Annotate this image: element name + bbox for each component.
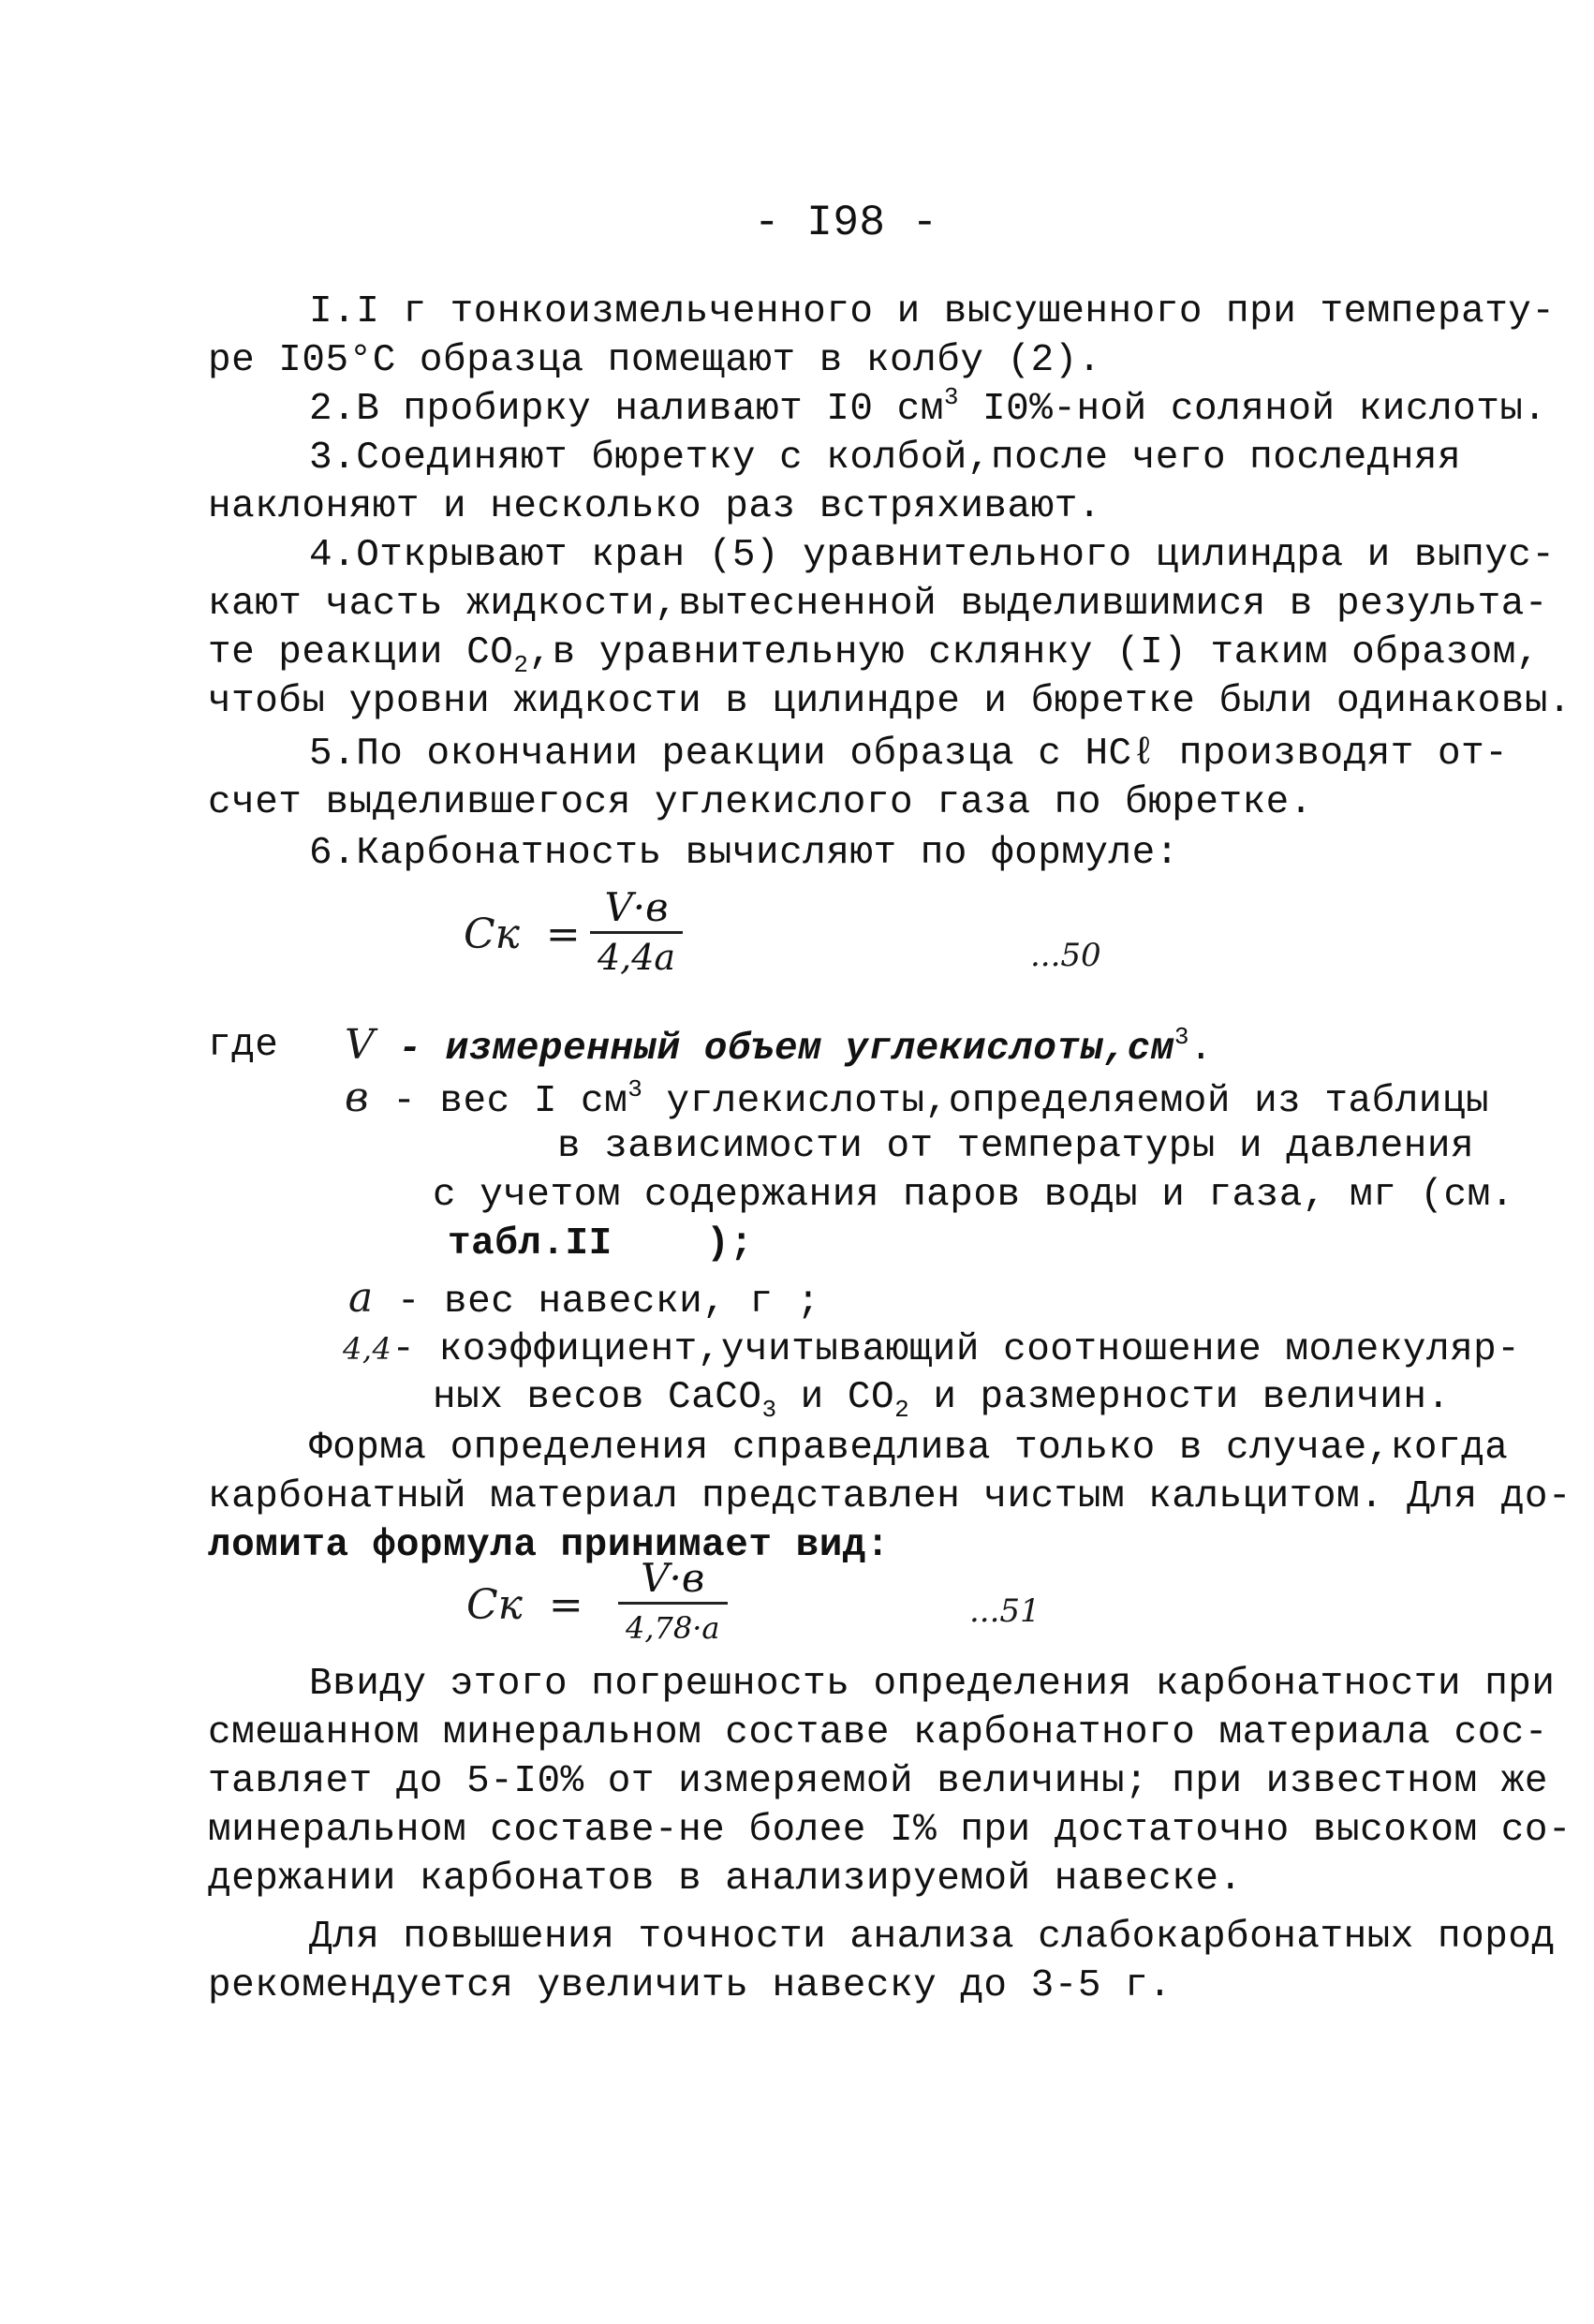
legend-b-symbol: в [345,1073,370,1121]
legend-b-line [345,1073,1489,1126]
formula-50-number: ...50 [1030,937,1101,974]
formula-51-fraction [618,1555,728,1651]
step-5-text-a2: производят от- [1155,733,1509,776]
legend-v-end: . [1188,1028,1214,1071]
step-4-line-2: кают часть жидкости,вытесненной выделившимися в результа- [208,583,1548,626]
para-3-line-1: Для повышения точности анализа слабокарбонатных пород [309,1916,1556,1959]
step-5-text-a1: 5.По окончании реакции образца с [309,733,1085,776]
legend-k-text-2c: и размерности величин. [909,1376,1451,1419]
step-4-line-1: 4.Открывают кран (5) уравнительного цилиндра и выпус- [309,534,1556,577]
hcl-formula: НСℓ [1085,733,1156,776]
step-5-line-1 [309,730,1508,778]
para-1-line-1: Форма определения справедлива только в случае,когда [309,1427,1509,1470]
step-5-line-2: счет выделившегося углекислого газа по бюретке. [208,781,1313,824]
legend-b-text-1: - вес I см [369,1080,628,1123]
para-2-line-3: тавляет до 5-I0% от измеряемой величины; при известном же [208,1760,1548,1803]
legend-where-label: где [208,1024,279,1067]
legend-v-line [345,1021,1213,1073]
legend-v-symbol: V [345,1021,376,1069]
page-number: - I98 - [754,199,938,247]
step-3-line-1: 3.Соединяют бюретку с колбой,после чего последняя [309,437,1462,480]
legend-k-text-2b: и СО [776,1376,895,1419]
step-2-text-b: I0%-ной соляной кислоты. [958,388,1547,431]
legend-b-text-2: углекислоты,определяемой из таблицы [642,1080,1490,1123]
formula-51-number: ...51 [969,1592,1041,1630]
legend-k-line-2 [433,1373,1451,1422]
step-2-text-a: 2.В пробирку наливают I0 см [309,388,944,431]
step-4-line-3 [208,629,1540,677]
step-6-line: 6.Карбонатность вычисляют по формуле: [309,832,1179,875]
para-1-line-3: ломита формула принимает вид: [208,1524,891,1567]
step-1-line-1: I.I г тонкоизмельченного и высушенного при температу- [309,290,1556,333]
legend-b-line-3: с учетом содержания паров воды и газа, мг (см. [433,1174,1514,1217]
formula-51-lhs: Cк = [466,1581,583,1629]
para-2-line-2: смешанном минеральном составе карбонатного материала сос- [208,1711,1548,1754]
step-2-line [309,385,1547,434]
step-3-line-2: наклоняют и несколько раз встряхивают. [208,485,1101,528]
legend-a-symbol: a [348,1274,374,1322]
step-4-line-4: чтобы уровни жидкости в цилиндре и бюретке были одинаковы. [208,680,1572,723]
legend-b-superscript: 3 [627,1075,643,1103]
para-3-line-2: рекомендуется увеличить навеску до 3-5 г. [208,1964,1173,2007]
legend-k-text: - коэффициент,учитывающий соотношение молекуляр- [391,1328,1521,1371]
legend-b-line-2: в зависимости от температуры и давления [557,1125,1475,1168]
para-2-line-5: держании карбонатов в анализируемой навеске. [208,1858,1243,1901]
legend-v-superscript: 3 [1173,1023,1189,1051]
para-1-line-2: карбонатный материал представлен чистым кальцитом. Для до- [208,1475,1572,1518]
formula-50-lhs: Cк = [464,910,581,958]
legend-v-text: - измеренный объем углекислоты,см [375,1028,1174,1071]
legend-k-subscript-2: 2 [894,1396,910,1424]
formula-50-fraction [590,884,683,981]
formula-51-denominator: 4,78·a [626,1610,720,1646]
legend-k-line [343,1325,1520,1374]
legend-k-subscript-1: 3 [761,1396,777,1424]
legend-k-text-2a: ных весов СаСО [433,1376,762,1419]
step-4-text-c1: те реакции СО [208,631,514,674]
legend-a-line [348,1274,820,1326]
legend-b-line-4: табл.II ); [448,1222,754,1266]
step-1-line-2: ре I05°С образца помещают в колбу (2). [208,339,1101,382]
para-2-line-1: Ввиду этого погрешность определения карбонатности при [309,1663,1556,1706]
step-4-subscript: 2 [513,651,529,679]
para-2-line-4: минеральном составе-не более I% при достаточно высоком со- [208,1809,1572,1852]
legend-k-symbol: 4,4 [343,1331,392,1367]
formula-50-numerator: V·в [604,884,669,930]
formula-50-denominator: 4,4a [598,937,676,978]
step-2-superscript: 3 [943,383,959,411]
formula-51-numerator: V·в [641,1555,705,1601]
legend-a-text: - вес навески, г ; [373,1280,820,1324]
step-4-text-c2: ,в уравнительную склянку (I) таким образом, [528,631,1540,674]
